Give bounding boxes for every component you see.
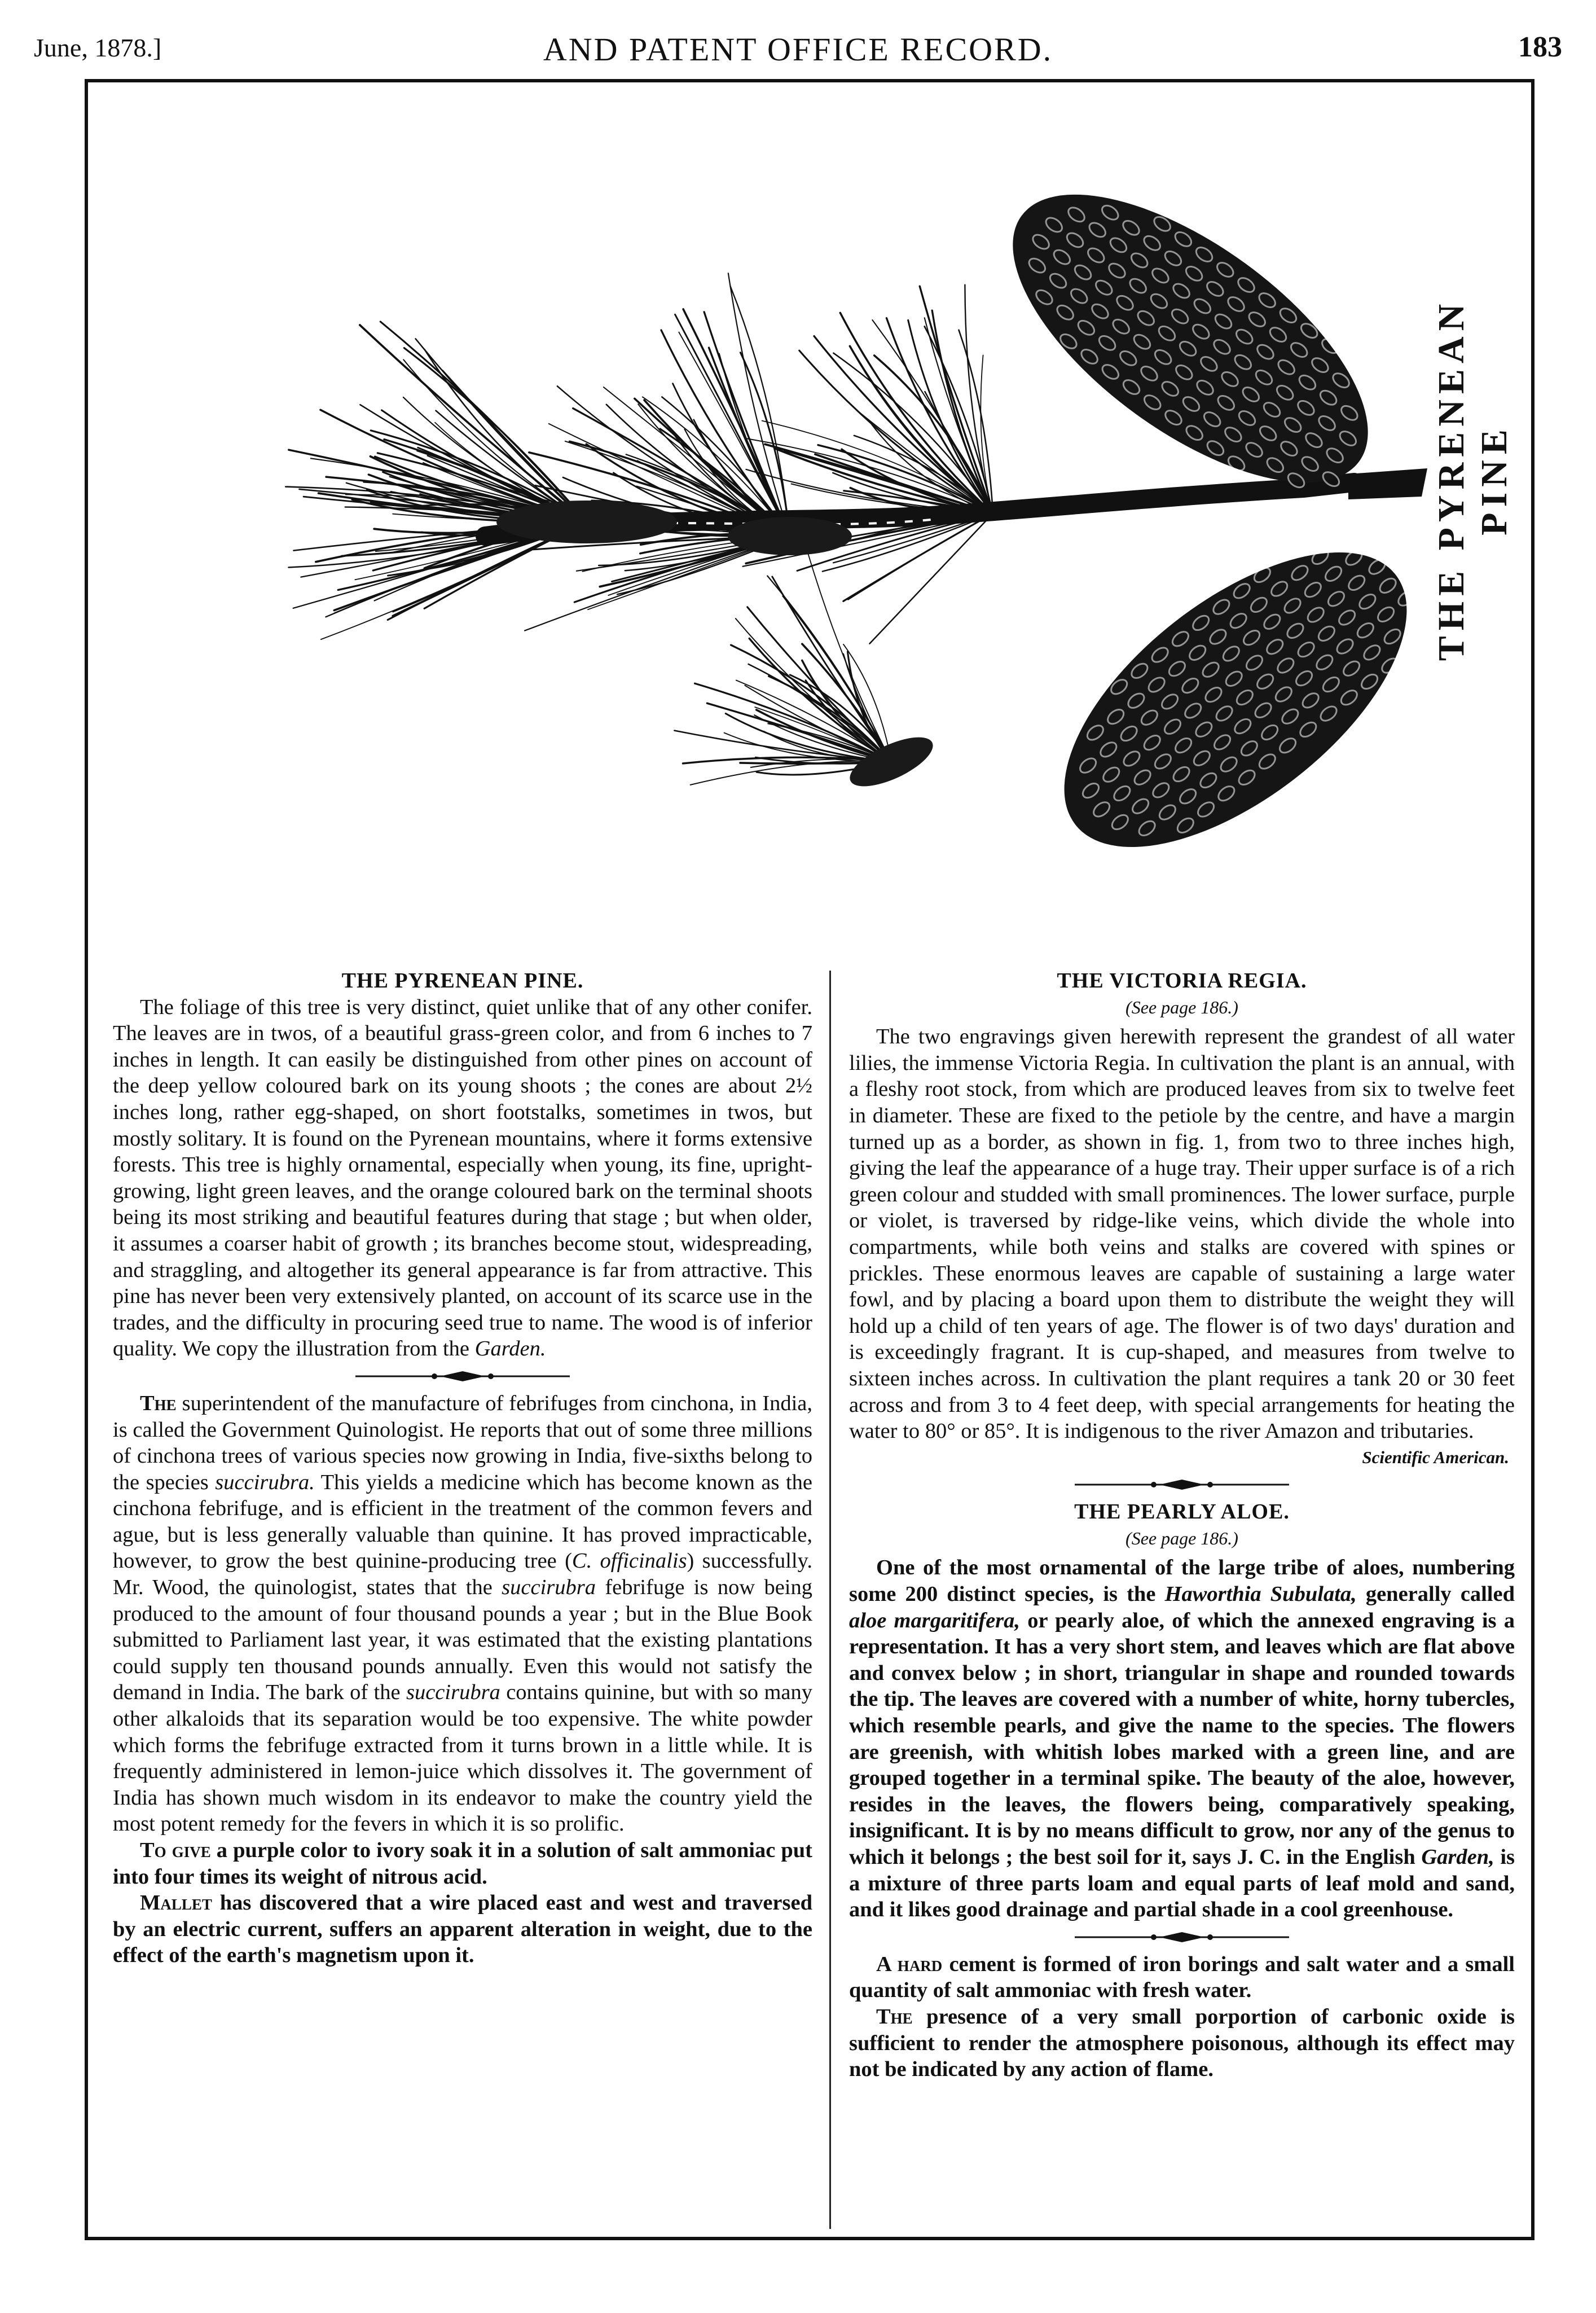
garden-source: Garden,	[1421, 1845, 1494, 1869]
ivory-text: a purple color to ivory soak it in a solution of salt ammoniac put into four times its weight of nitrous acid.	[113, 1838, 812, 1889]
ornamental-divider	[849, 1471, 1515, 1499]
species-name: Haworthia Subulata,	[1164, 1582, 1357, 1607]
ornamental-divider	[113, 1362, 812, 1390]
mallet-note	[113, 1890, 812, 1969]
pyrenean-pine-heading: THE PYRENEAN PINE.	[341, 969, 584, 993]
see-page-reference: (See page 186.)	[1125, 1528, 1238, 1548]
ivory-lead: To give	[140, 1838, 211, 1862]
quinologist-lead: The	[140, 1391, 177, 1415]
column-rule	[829, 971, 831, 2229]
figure-caption: THE PYRENEAN PINE	[1431, 298, 1515, 661]
pyrenean-pine-article	[113, 994, 812, 1362]
left-column	[113, 968, 812, 1969]
page-number: 183	[1518, 31, 1562, 63]
cement-text: cement is formed of iron borings and salt water and a small quantity of salt ammoniac with fresh water.	[849, 1952, 1515, 2003]
species-name: succirubra	[406, 1680, 500, 1705]
quinologist-text-3: ) successfully. Mr. Wood, the quinologist, states that the	[113, 1549, 812, 1600]
see-page-reference: (See page 186.)	[1125, 997, 1238, 1017]
right-column	[849, 968, 1515, 2083]
aloe-text-2: generally called	[1356, 1582, 1515, 1607]
pine-illustration	[90, 85, 1529, 959]
pearly-aloe-article	[849, 1555, 1515, 1923]
aloe-text-1: One of the most ornamental of the large tribe of aloes, numbering some 200 distinct species, is the	[849, 1556, 1515, 1607]
carbonic-lead: The	[876, 2004, 913, 2029]
species-name: C. officinalis	[571, 1549, 687, 1573]
pine-branch-engraving-icon	[90, 85, 1529, 959]
garden-source: Garden.	[474, 1337, 546, 1361]
quinologist-text-4: febrifuge is now being produced to the amount of four thousand pounds a year ; but in the Blue Book submitted to Parliament last year, it was estimated that the existing plantations could supply ten thousand pounds annually. Even this would not satisfy the demand in India. The bark of the	[113, 1575, 813, 1705]
victoria-regia-article: The two engravings given herewith represent the grandest of all water lilies, the immense Victoria Regia. In cultivation the plant is an annual, with a fleshy root stock, from which are produced leaves from six to twelve feet in diameter. These are fixed to the petiole by the centre, and have a margin turned up as a border, as shown in fig. 1, from two to three inches high, giving the leaf the appearance of a huge tray. Their upper surface is of a rich green colour and studded with small prominences. The lower surface, purple or violet, is traversed by ridge-like veins, which divide the whole into compartments, while both veins and stalks are covered with spines or prickles. These enormous leaves are capable of sustaining a large water fowl, and by placing a board upon them to distribute the weight they will hold up a child of ten years of age. The flower is of two days' duration and is exceedingly fragrant. It is cup-shaped, and measures from twelve to sixteen inches across. In cultivation the plant requires a tank 20 or 30 feet across and from 3 to 4 feet deep, with special arrangements for heating the water to 80° or 85°. It is indigenous to the river Amazon and tributaries.	[849, 1025, 1515, 1443]
aloe-text-4: is a mixture of three parts loam and equal parts of leaf mold and sand, and it likes good drainage and partial shade in a cool greenhouse.	[849, 1845, 1515, 1922]
quinologist-text-2: This yields a medicine which has become known as the cinchona febrifuge, and is efficient in the treatment of the common fevers and ague, but is less generally valuable than quinine. It has proved impracticable, however, to grow the best quinine-producing tree (	[113, 1470, 812, 1573]
running-head	[34, 23, 1562, 73]
cement-note	[849, 1951, 1515, 2004]
issue-date: June, 1878.]	[34, 33, 162, 62]
species-name: succirubra.	[215, 1470, 315, 1494]
aloe-text-3: or pearly aloe, of which the annexed engraving is a representation. It has a very short stem, and leaves which are flat above and convex below ; in short, triangular in shape and rounded towards the tip. The leaves are covered with a number of white, horny tubercles, which resemble pearls, and give the name to the species. The flowers are greenish, with whitish lobes marked with a green line, and are grouped together in a terminal spike. The beauty of the aloe, however, resides in the leaves, the flowers being, comparatively speaking, insignificant. It is by no means difficult to grow, nor any of the genus to which it belongs ; the best soil for it, says J. C. in the English	[849, 1608, 1515, 1869]
pearly-aloe-heading: THE PEARLY ALOE.	[1074, 1500, 1290, 1524]
mallet-text: has discovered that a wire placed east and west and traversed by an electric current, suffers an apparent alteration in weight, due to the effect of the earth's magnetism upon it.	[113, 1891, 812, 1968]
species-name: aloe margaritifera,	[849, 1608, 1021, 1632]
victoria-regia-heading: THE VICTORIA REGIA.	[1057, 969, 1307, 993]
quinologist-article	[113, 1390, 812, 1837]
cement-lead: A hard	[876, 1952, 943, 1976]
journal-title: AND PATENT OFFICE RECORD.	[543, 31, 1053, 68]
quinologist-text-1: superintendent of the manufacture of febrifuges from cinchona, in India, is called the Government Quinologist. He reports that out of some three millions of cinchona trees of various species now growing in India, five-sixths belong to the species	[113, 1391, 812, 1494]
mallet-lead: Mallet	[140, 1891, 212, 1915]
carbonic-text: presence of a very small porportion of carbonic oxide is sufficient to render the atmosphere poisonous, although its effect may not be indicated by any action of flame.	[849, 2004, 1515, 2082]
source-credit: Scientific American.	[1362, 1447, 1509, 1467]
carbonic-oxide-note	[849, 2004, 1515, 2083]
species-name: succirubra	[502, 1575, 596, 1600]
quinologist-text-5: contains quinine, but with so many other alkaloids that its separation would be too expensive. The white powder which forms the febrifuge extracted from it turns brown in a little while. It is frequently administered in lemon-juice which dissolves it. The government of India has shown much wisdom in its endeavor to make the country yield the most potent remedy for the fevers in which it is so prolific.	[113, 1680, 812, 1836]
ivory-note	[113, 1837, 812, 1890]
ornamental-divider	[849, 1923, 1515, 1951]
pyrenean-pine-text: The foliage of this tree is very distinct, quiet unlike that of any other conifer. The leaves are in twos, of a beautiful grass-green color, and from 6 inches to 7 inches in length. It can easily be distinguished from other pines on account of the deep yellow coloured bark on its young shoots ; the cones are about 2½ inches long, rather egg-shaped, on short footstalks, sometimes in twos, but mostly solitary. It is found on the Pyrenean mountains, where it forms extensive forests. This tree is highly ornamental, especially when young, its fine, upright-growing, light green leaves, and the orange coloured bark on the terminal shoots being its most striking and beautiful features during that stage ; but when older, it assumes a coarser habit of growth ; its branches become stout, widespreading, and straggling, and altogether its general appearance is far from attractive. This pine has never been very extensively planted, on account of its scarce use in the trades, and the difficulty in procuring seed true to name. The wood is of inferior quality. We copy the illustration from the	[113, 995, 812, 1361]
